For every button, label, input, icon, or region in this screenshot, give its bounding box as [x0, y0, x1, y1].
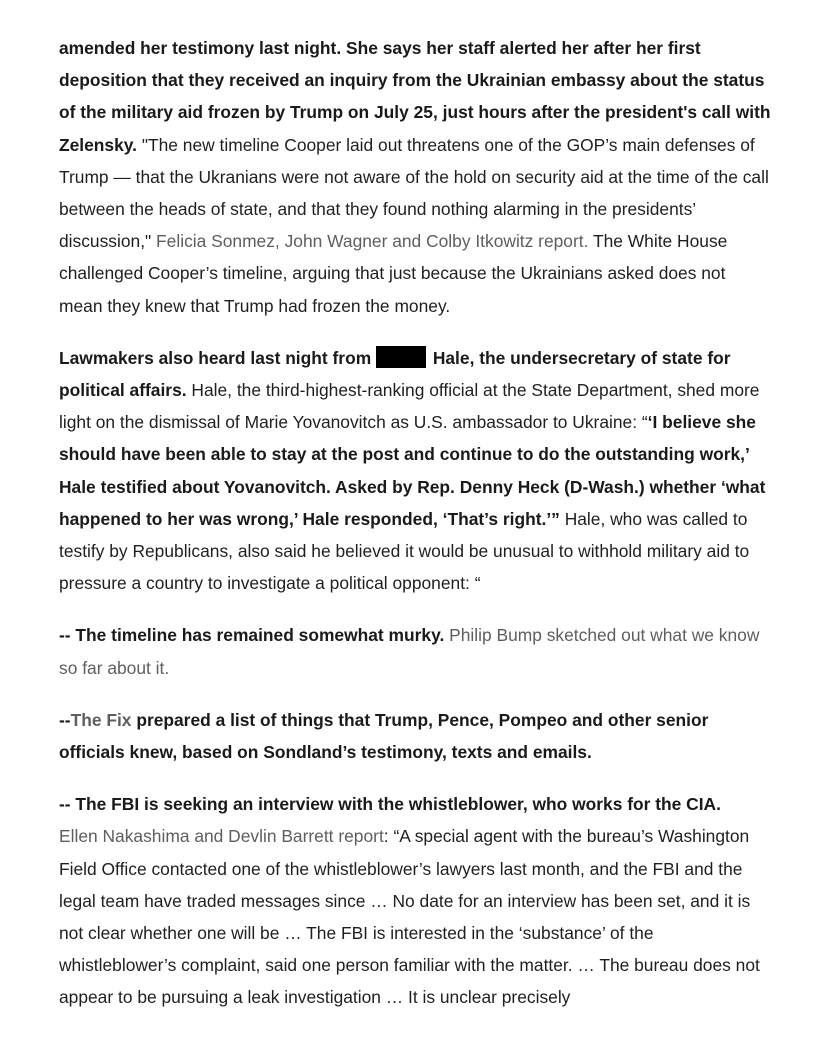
the-fix-link[interactable]: The Fix: [70, 709, 132, 730]
bold-lead: -- The timeline has remained somewhat murky.: [59, 625, 445, 646]
paragraph-timeline: [59, 619, 771, 683]
bold-quote: ‘I believe she should have been able to stay at the post and continue to do the outstanding work,’ Hale testified about Yovanovitch. Asked by Rep. Denny Heck (D-Wash.) whether ‘what happened to her was wrong,’ Hale responded, ‘That’s right.’”: [59, 412, 766, 529]
body-text: Hale, who was called to testify by Republicans, also said he believed it would be unusual to withhold military aid to pressure a country to investigate a political opponent: “: [59, 508, 750, 594]
bold-lead: prepared a list of things that Trump, Pence, Pompeo and other senior officials knew, based on Sondland’s testimony, texts and emails.: [59, 709, 709, 763]
body-text: The White House challenged Cooper’s timeline, arguing that just because the Ukrainians asked does not mean they knew that Trump had frozen the money.: [59, 231, 728, 316]
bump-link[interactable]: Philip Bump sketched out what we know so far about it.: [59, 625, 760, 678]
bold-lead: Lawmakers also heard last night from: [59, 347, 376, 368]
reporter-link[interactable]: Felicia Sonmez, John Wagner and Colby Itkowitz report.: [156, 231, 589, 252]
reporter-link[interactable]: Ellen Nakashima and Devlin Barrett report: [59, 826, 384, 847]
bold-lead: amended her testimony last night. She says her staff alerted her after her first deposition that they received an inquiry from the Ukrainian embassy about the status of the military aid frozen by Trump on July 25, just hours after the president's call with Zelensky.: [59, 38, 771, 155]
body-text: Hale, the third-highest-ranking official at the State Department, shed more light on the dismissal of Marie Yovanovitch as U.S. ambassador to Ukraine: “: [59, 380, 760, 433]
paragraph-hale-testimony: [59, 342, 771, 600]
bold-lead: Hale, the undersecretary of state for political affairs.: [59, 347, 731, 401]
redaction-block: [376, 346, 426, 368]
bold-lead: -- The FBI is seeking an interview with the whistleblower, who works for the CIA.: [59, 794, 721, 815]
article-body: [59, 32, 771, 1034]
bold-lead: --: [59, 709, 71, 730]
body-text: "The new timeline Cooper laid out threatens one of the GOP’s main defenses of Trump — that the Ukranians were not aware of the hold on security aid at the time of the call between the heads of state, and that they found nothing alarming in the presidents’ discussion,": [59, 134, 769, 252]
paragraph-fbi: [59, 788, 771, 1013]
paragraph-the-fix: [59, 704, 771, 768]
body-text: : “A special agent with the bureau’s Washington Field Office contacted one of the whistleblower’s lawyers last month, and the FBI and the legal team have traded messages since … No date for an interview has been set, and it is not clear whether one will be … The FBI is interested in the ‘substance’ of the whistleblower’s complaint, said one person familiar with the matter. … The bureau does not appear to be pursuing a leak investigation … It is unclear precisely: [59, 826, 760, 1008]
paragraph-cooper-testimony: [59, 32, 771, 322]
